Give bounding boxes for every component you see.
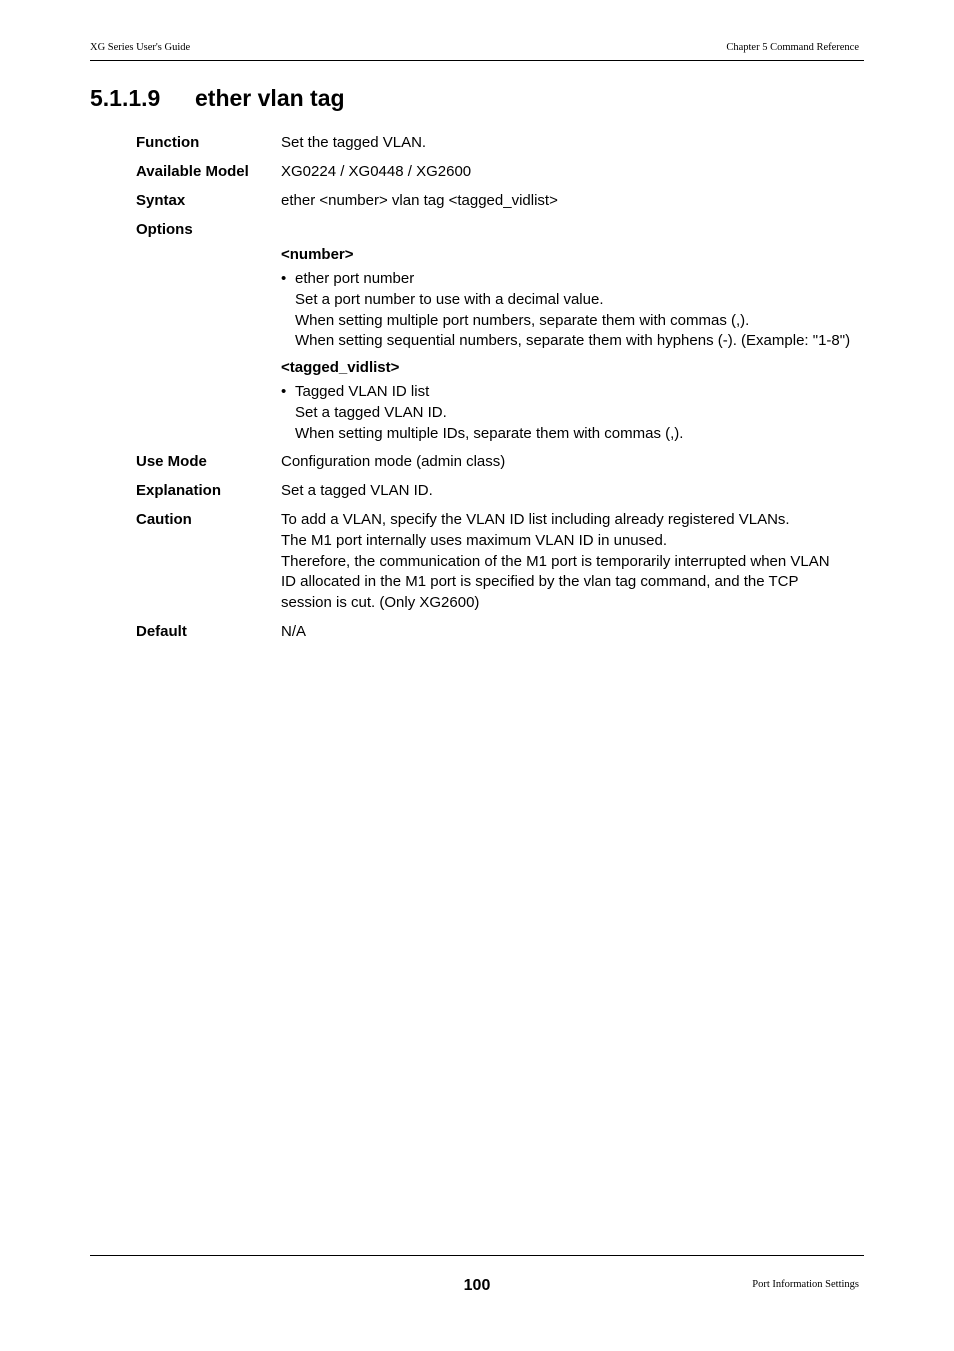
caution-line: The M1 port internally uses maximum VLAN ID in unused.: [281, 531, 667, 549]
explanation-row: [136, 481, 860, 502]
option-detail-line: Set a port number to use with a decimal value.: [295, 290, 604, 308]
bullet-icon: •: [281, 270, 287, 287]
caution-row: [136, 510, 860, 614]
option-tagged-vidlist-name: <tagged_vidlist>: [281, 359, 400, 376]
function-row: [136, 133, 860, 154]
default-row: [136, 622, 860, 643]
explanation-label: Explanation: [136, 482, 222, 499]
syntax-value: ether <number> vlan tag <tagged_vidlist>: [281, 192, 558, 209]
options-label: Options: [136, 221, 193, 238]
use-mode-label: Use Mode: [136, 453, 207, 470]
available-model-label: Available Model: [136, 163, 249, 180]
use-mode-value: Configuration mode (admin class): [281, 453, 506, 470]
available-model-value: XG0224 / XG0448 / XG2600: [281, 163, 472, 180]
syntax-label: Syntax: [136, 192, 186, 209]
section-heading: [90, 85, 345, 112]
default-label: Default: [136, 623, 187, 640]
caution-line: Therefore, the communication of the M1 port is temporarily interrupted when VLAN ID allocated in the M1 port is specified by the vlan tag command, and the TCP session is cut. (Only XG2600): [281, 552, 830, 612]
option-number-name: <number>: [281, 246, 354, 263]
footer-divider: [90, 1255, 864, 1256]
footer-section-name: Port Information Settings: [752, 1279, 859, 1290]
bullet-icon: •: [281, 383, 287, 400]
explanation-value: Set a tagged VLAN ID.: [281, 482, 433, 499]
syntax-row: [136, 191, 860, 212]
option-detail-line: Set a tagged VLAN ID.: [295, 403, 447, 421]
option-detail-line: When setting multiple IDs, separate them with commas (,).: [295, 424, 684, 442]
caution-line: To add a VLAN, specify the VLAN ID list including already registered VLANs.: [281, 511, 790, 528]
option-detail-line: When setting sequential numbers, separate them with hyphens (-). (Example: "1-8"): [295, 332, 851, 350]
available-model-row: [136, 162, 860, 183]
caution-label: Caution: [136, 511, 192, 528]
section-number: 5.1.1.9: [90, 85, 161, 111]
function-value: Set the tagged VLAN.: [281, 134, 427, 151]
running-header-chapter: Chapter 5 Command Reference: [726, 42, 859, 53]
default-value: N/A: [281, 623, 307, 640]
option-detail-line: When setting multiple port numbers, separate them with commas (,).: [295, 311, 750, 329]
option-number-description: [281, 269, 850, 352]
header-divider: [90, 60, 864, 61]
option-tagged-vidlist-description: [281, 382, 683, 444]
use-mode-row: [136, 452, 860, 473]
list-item: • Tagged VLAN ID list: [281, 382, 683, 403]
page-number: 100: [463, 1277, 491, 1294]
running-header-title: XG Series User's Guide: [90, 42, 191, 53]
function-label: Function: [136, 134, 200, 151]
caution-value: [281, 510, 860, 614]
section-title: ether vlan tag: [195, 85, 345, 111]
list-item: • ether port number: [281, 269, 850, 290]
